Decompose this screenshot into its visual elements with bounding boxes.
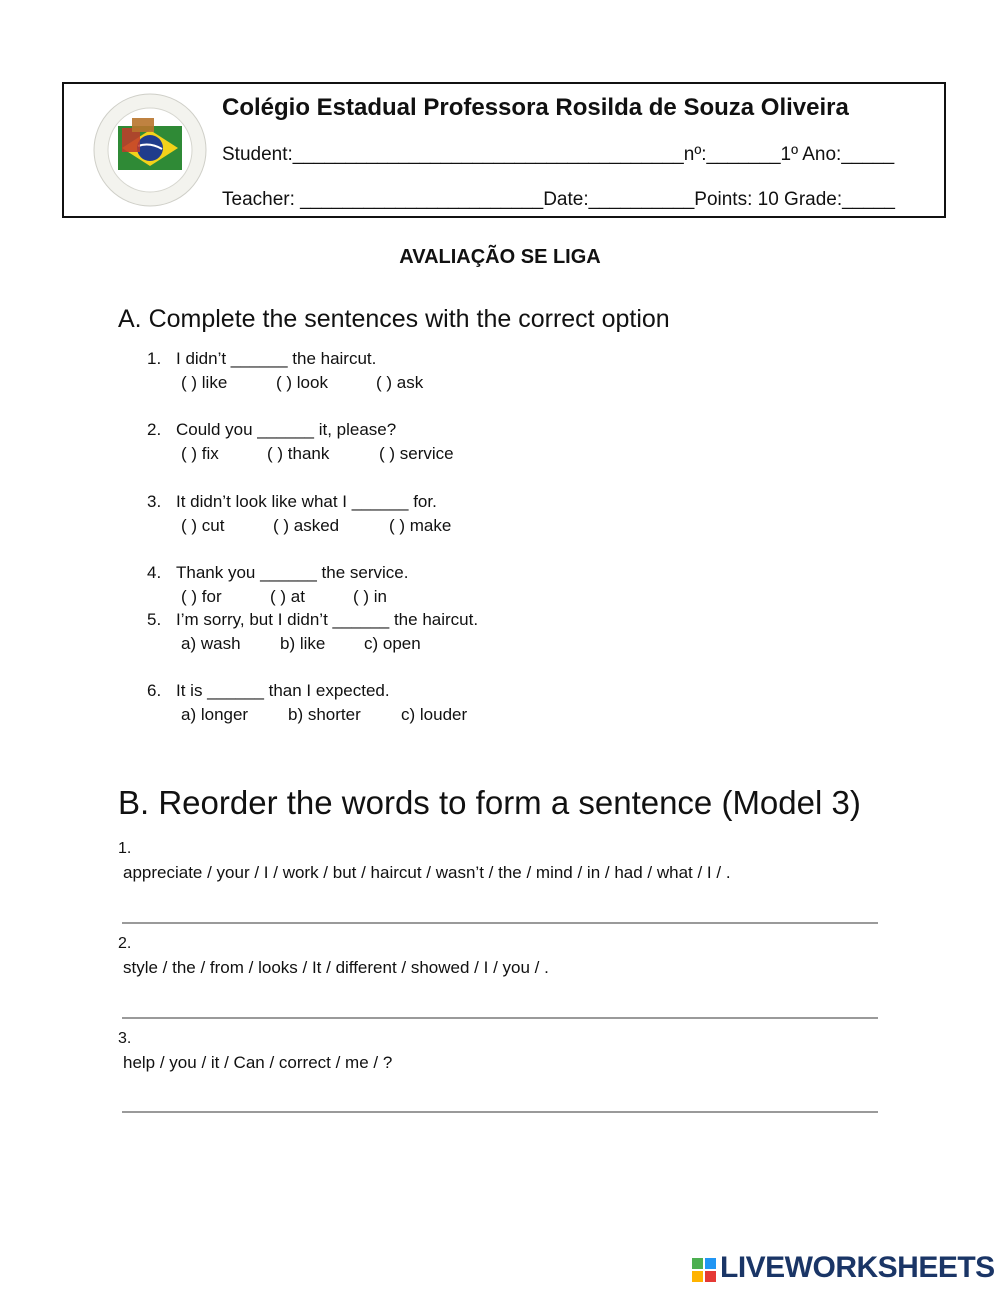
- option[interactable]: ( ) like: [181, 373, 228, 392]
- reorder-item-number: 1.: [118, 840, 132, 857]
- reorder-item-words: appreciate / your / I / work / but / haircut / wasn’t / the / mind / in / had / what / I / .: [123, 863, 731, 882]
- option[interactable]: ( ) at: [270, 587, 305, 606]
- question-1-options: [181, 373, 423, 393]
- option[interactable]: ( ) service: [379, 444, 454, 463]
- question-3: 3. It didn’t look like what I ______ for.: [147, 492, 437, 511]
- option[interactable]: ( ) cut: [181, 516, 225, 535]
- option[interactable]: ( ) make: [389, 516, 452, 535]
- liveworksheets-brand: LIVEWORKSHEETS: [720, 1251, 995, 1284]
- page-title: AVALIAÇÃO SE LIGA: [399, 246, 601, 268]
- option[interactable]: ( ) asked: [273, 516, 340, 535]
- answer-line[interactable]: [122, 1111, 878, 1113]
- reorder-item-number: 2.: [118, 935, 132, 952]
- reorder-item-words: style / the / from / looks / It / different / showed / I / you / .: [123, 958, 549, 977]
- answer-line[interactable]: [122, 1017, 878, 1019]
- question-2: 2. Could you ______ it, please?: [147, 420, 397, 439]
- option[interactable]: ( ) thank: [267, 444, 330, 463]
- question-2-options: [181, 444, 454, 464]
- option[interactable]: ( ) ask: [376, 373, 424, 392]
- question-5-options: [181, 634, 421, 654]
- teacher-info-line[interactable]: Teacher: _______________________Date:__________Points: 10 Grade:_____: [222, 189, 895, 210]
- section-b-heading: B. Reorder the words to form a sentence (Model 3): [118, 784, 861, 821]
- section-a-heading: A. Complete the sentences with the correct option: [118, 305, 670, 333]
- question-6: 6. It is ______ than I expected.: [147, 681, 390, 700]
- option[interactable]: a) longer: [181, 705, 249, 724]
- answer-line[interactable]: [122, 922, 878, 924]
- option[interactable]: ( ) in: [353, 587, 387, 606]
- question-4: 4. Thank you ______ the service.: [147, 563, 409, 582]
- student-info-line[interactable]: Student:_____________________________________nº:_______1º Ano:_____: [222, 144, 895, 165]
- liveworksheets-icon: [692, 1258, 716, 1282]
- reorder-item-number: 3.: [118, 1030, 132, 1047]
- question-3-options: [181, 516, 451, 536]
- option[interactable]: a) wash: [181, 634, 241, 653]
- header-box: [62, 82, 946, 218]
- school-name: Colégio Estadual Professora Rosilda de Souza Oliveira: [222, 94, 849, 121]
- option[interactable]: b) like: [280, 634, 326, 653]
- question-1: 1. I didn’t ______ the haircut.: [147, 349, 377, 368]
- option[interactable]: ( ) look: [276, 373, 328, 392]
- question-6-options: [181, 705, 467, 725]
- option[interactable]: b) shorter: [288, 705, 361, 724]
- option[interactable]: ( ) fix: [181, 444, 219, 463]
- reorder-item-words: help / you / it / Can / correct / me / ?: [123, 1053, 393, 1072]
- question-4-options: [181, 587, 387, 607]
- option[interactable]: c) louder: [401, 705, 468, 724]
- question-5: 5. I’m sorry, but I didn’t ______ the haircut.: [147, 610, 479, 629]
- option[interactable]: c) open: [364, 634, 421, 653]
- option[interactable]: ( ) for: [181, 587, 222, 606]
- school-seal-logo: [92, 92, 208, 208]
